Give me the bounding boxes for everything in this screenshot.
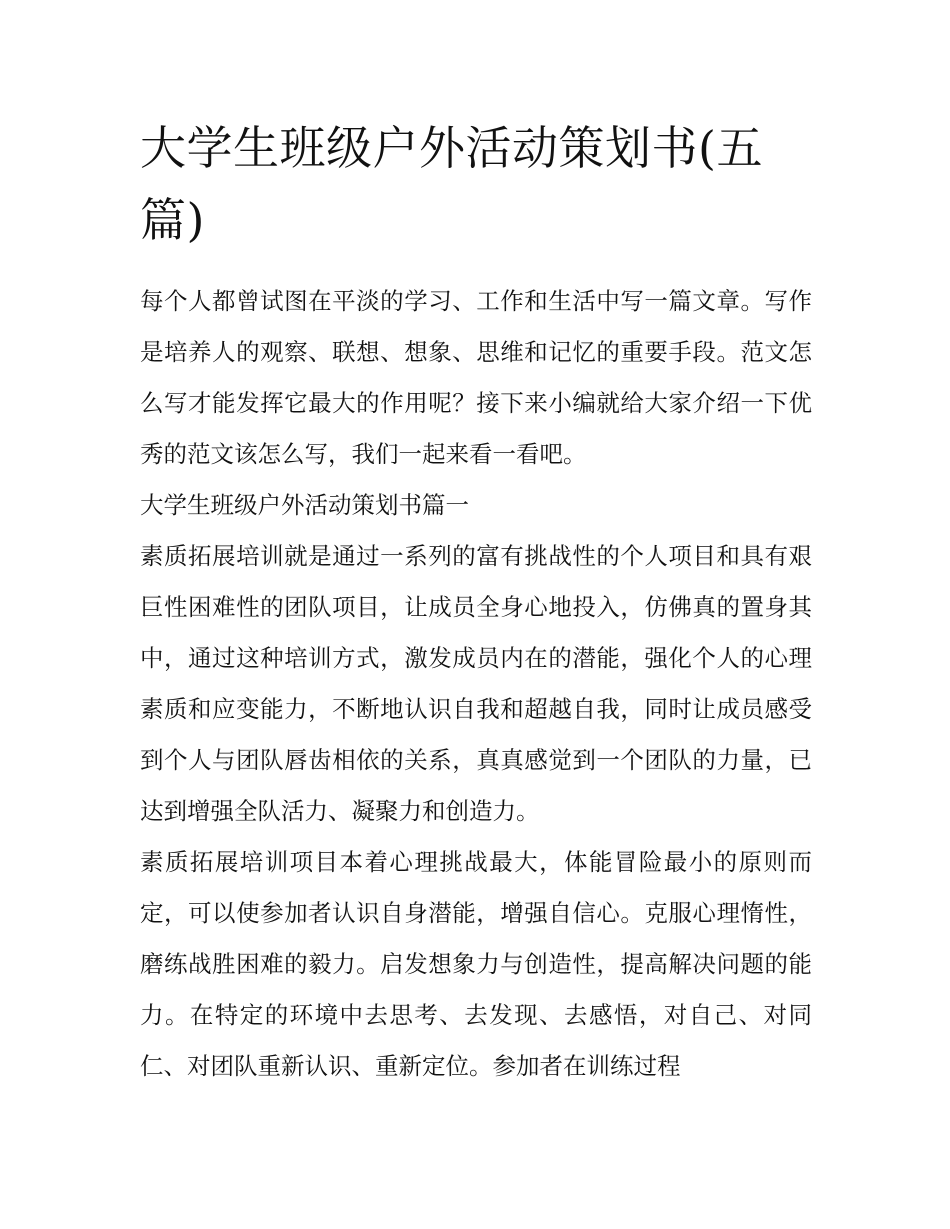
document-body (140, 276, 812, 1092)
intro-paragraph: 每个人都曾试图在平淡的学习、工作和生活中写一篇文章。写作是培养人的观察、联想、想象、思维和记忆的重要手段。范文怎么写才能发挥它最大的作用呢？接下来小编就给大家介绍一下优秀的范文该怎么写，我们一起来看一看吧。 (140, 287, 812, 468)
body-paragraph: 素质拓展培训项目本着心理挑战最大，体能冒险最小的原则而定，可以使参加者认识自身潜能，增强自信心。克服心理惰性，磨练战胜困难的毅力。启发想象力与创造性，提高解决问题的能力。在特定的环境中去思考、去发现、去感悟，对自己、对同仁、对团队重新认识、重新定位。参加者在训练过程 (140, 848, 812, 1080)
body-paragraph: 素质拓展培训就是通过一系列的富有挑战性的个人项目和具有艰巨性困难性的团队项目，让成员全身心地投入，仿佛真的置身其中，通过这种培训方式，激发成员内在的潜能，强化个人的心理素质和应变能力，不断地认识自我和超越自我，同时让成员感受到个人与团队唇齿相依的关系，真真感觉到一个团队的力量，已达到增强全队活力、凝聚力和创造力。 (140, 542, 812, 825)
section-heading: 大学生班级户外活动策划书篇一 (140, 491, 469, 519)
document-title: 大学生班级户外活动策划书(五篇) (140, 121, 763, 247)
